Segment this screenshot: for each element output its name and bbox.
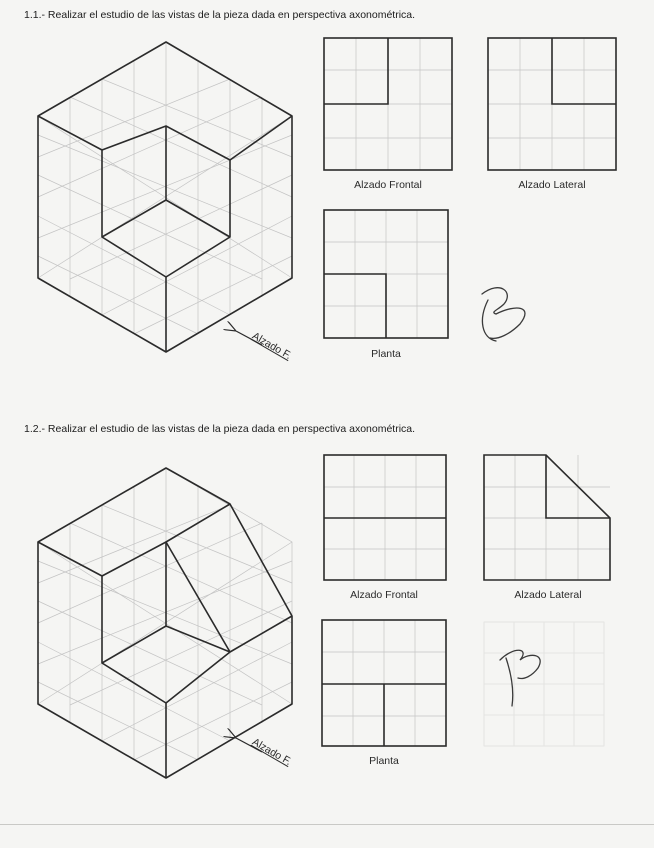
side-view-2-label: Alzado Lateral: [514, 589, 582, 601]
exercise-2-title: 1.2.- Realizar el estudio de las vistas de la pieza dada en perspectiva axonométrica.: [24, 423, 416, 435]
handwritten-mark-1: [482, 288, 525, 341]
side-view-1: [488, 38, 616, 170]
front-view-1: [324, 38, 452, 170]
exercise-1-title: 1.1.- Realizar el estudio de las vistas de la pieza dada en perspectiva axonométrica.: [24, 9, 416, 21]
side-view-2: [484, 455, 610, 580]
front-view-2: [324, 455, 446, 580]
page-bottom-divider: [0, 824, 654, 825]
plan-view-2-label: Planta: [369, 755, 399, 767]
plan-view-1: [324, 210, 448, 338]
plan-view-2: [322, 620, 446, 746]
iso-grid-1: [38, 42, 292, 352]
faint-empty-grid: [484, 622, 604, 746]
front-view-1-label: Alzado Frontal: [354, 179, 422, 191]
iso-grid-2: [38, 468, 292, 778]
handwritten-mark-2: [500, 650, 540, 706]
front-view-2-label: Alzado Frontal: [350, 589, 418, 601]
direction-label-2: Alzado F.: [250, 736, 294, 768]
direction-label-1: Alzado F.: [250, 330, 294, 362]
plan-view-1-label: Planta: [371, 348, 401, 360]
side-view-1-label: Alzado Lateral: [518, 179, 586, 191]
